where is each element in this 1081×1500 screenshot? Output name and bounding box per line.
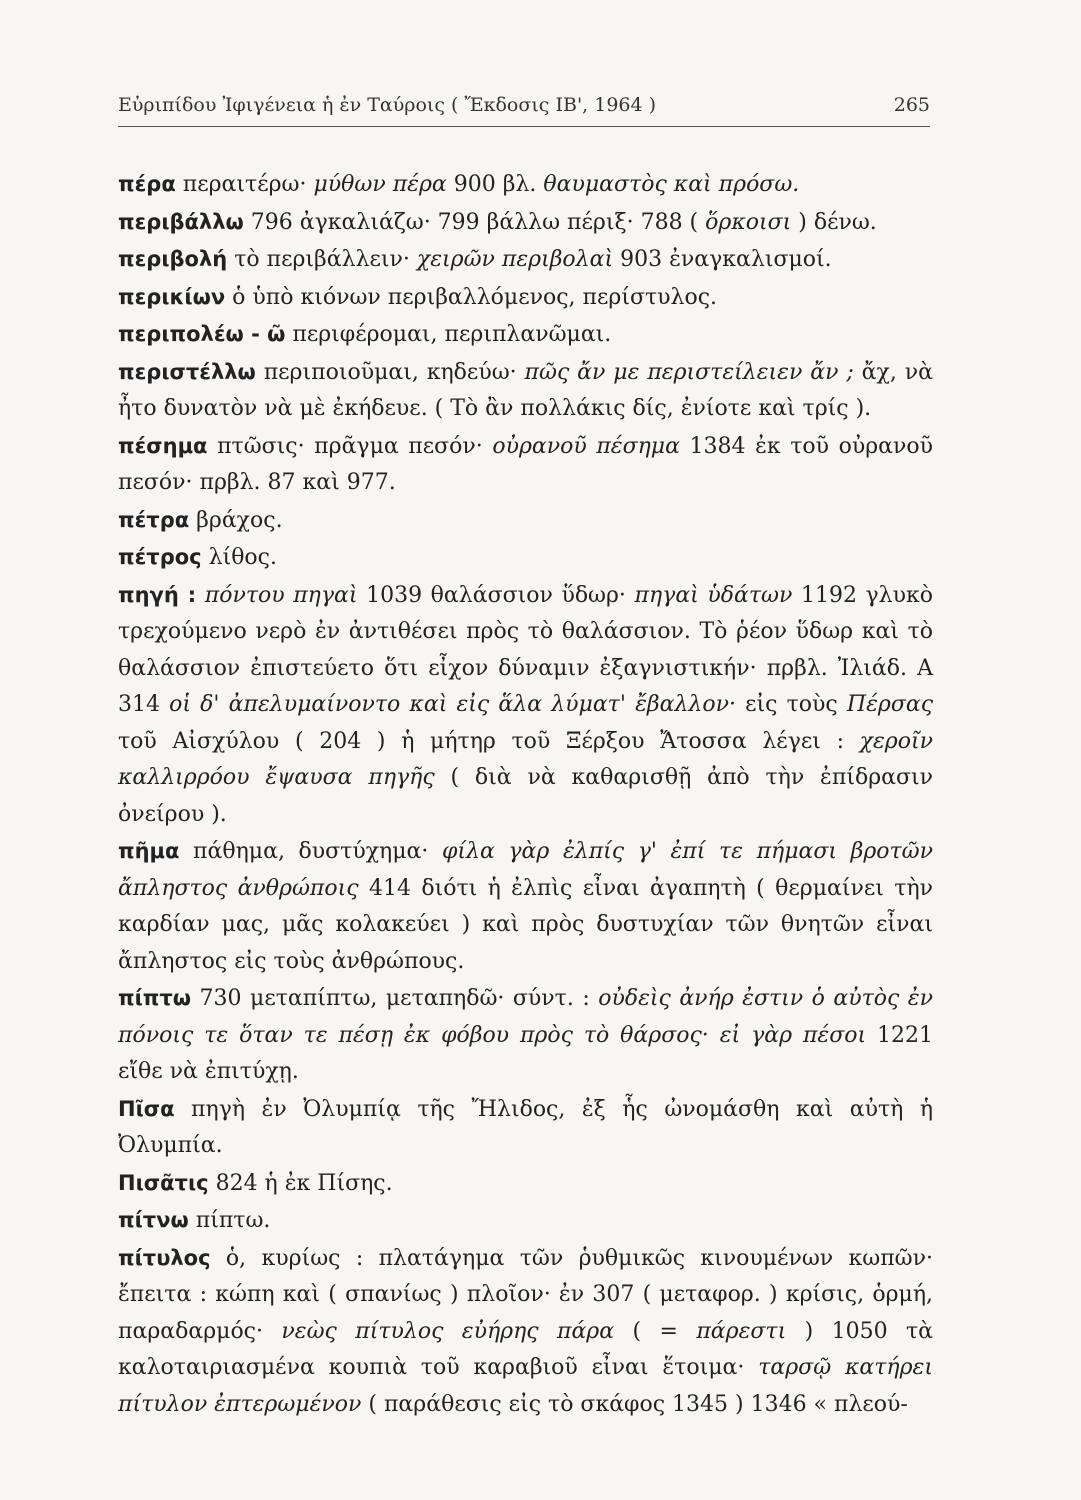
entry-lemma: περιβάλλω	[118, 209, 244, 234]
entry-lemma: πέσημα	[118, 433, 208, 458]
entry-quotation: νεὼς πίτυλος εὐήρης πάρα	[281, 1318, 615, 1344]
entry-quotation: χειρῶν περιβολαὶ	[416, 247, 614, 272]
entry-quotation: μύθων πέρα	[313, 172, 447, 197]
entry-lemma: πέρα	[118, 172, 176, 196]
entry-text: ) δένω.	[791, 209, 877, 235]
entry-text: 1384 ἐκ τοῦ οὐρανοῦ πεσόν· πρβλ. 87 καὶ 977.	[118, 433, 933, 495]
glossary-entry	[118, 204, 933, 242]
entry-quotation: εἰ γὰρ πέσοι	[719, 1022, 867, 1048]
entry-text: ὁ ὑπὸ κιόνων περιβαλλόμενος, περίστυλος.	[225, 284, 718, 310]
entry-lemma: πέτρος	[118, 545, 202, 569]
entry-quotation: πάρεστι	[696, 1318, 787, 1344]
entry-lemma: Πισᾶτις	[118, 1170, 209, 1195]
entry-text: λίθος.	[201, 545, 277, 570]
entry-text: ( παράθεσις εἰς τὸ σκάφος 1345 ) 1346 « πλεού-	[361, 1391, 908, 1417]
entry-quotation: πῶς ἄν με περιστείλειεν ἄν ;	[524, 359, 854, 385]
entry-lemma: περιστέλλω	[118, 359, 256, 384]
entry-quotation: οὐρανοῦ πέσημα	[492, 433, 680, 459]
glossary-entry	[118, 1240, 933, 1424]
glossary-entry	[118, 502, 933, 540]
entry-text: περιποιοῦμαι, κηδεύω·	[255, 359, 525, 385]
glossary-entry	[118, 166, 933, 204]
glossary-entry	[118, 1091, 933, 1165]
entry-quotation: πηγαὶ ὑδάτων	[634, 582, 793, 608]
entry-text: πηγὴ ἐν Ὀλυμπίᾳ τῆς Ἤλιδος, ἐξ ἧς ὠνομάσθη καὶ αὐτὴ ἡ Ὀλυμπία.	[118, 1096, 933, 1158]
entry-text: 1221 εἴθε νὰ ἐπιτύχῃ.	[118, 1022, 933, 1084]
entry-text: τὸ περιβάλλειν·	[227, 247, 417, 272]
entry-text: 730 μεταπίπτω, μεταπηδῶ· σύντ. :	[191, 986, 599, 1011]
entry-lemma: πίπτω	[118, 986, 192, 1010]
entry-lemma: περιπολέω - ῶ	[118, 322, 286, 346]
page-number: 265	[893, 94, 930, 116]
entry-quotation: χεροῖν καλλιρρόου ἔψαυσα πηγῆς	[118, 728, 933, 790]
entry-quotation: ὅρκοισι	[705, 209, 792, 235]
entry-lemma: πίτυλος	[118, 1245, 211, 1270]
entry-text: ὁ, κυρίως : πλατάγημα τῶν ῥυθμικῶς κινουμένων κωπῶν· ἔπειτα : κώπη καὶ ( σπανίως ) πλοῖον· ἐν 307 ( μεταφορ. ) κρίσις, ὁρμή, παραδαρμός·	[118, 1245, 933, 1344]
entry-quotation: φίλα γὰρ ἐλπίς γ' ἐπί τε πήμασι βροτῶν ἄπληστος ἀνθρώποις	[118, 839, 933, 901]
entry-lemma: πέτρα	[118, 507, 190, 532]
glossary-entry	[118, 354, 933, 428]
entry-text: 903 ἐναγκαλισμοί.	[613, 247, 832, 272]
glossary-entry	[118, 316, 933, 354]
entry-lemma: πῆμα	[118, 839, 180, 863]
entry-text: πτῶσις· πρᾶγμα πεσόν·	[207, 433, 493, 459]
glossary-entry	[118, 1165, 933, 1203]
entry-text: εἰς τοὺς	[735, 692, 847, 717]
entry-lemma: περιβολή	[118, 247, 228, 271]
glossary-entry	[118, 428, 933, 502]
entry-quotation: οὐδεὶς ἀνήρ ἐστιν ὁ αὐτὸς ἐν πόνοις τε ὅταν τε πέσῃ ἐκ φόβου πρὸς τὸ θάρσος·	[118, 986, 933, 1048]
entry-text: 1192 γλυκὸ τρεχούμενο νερὸ ἐν ἀντιθέσει πρὸς τὸ θαλάσσιον. Τὸ ῥέον ὕδωρ καὶ τὸ θαλάσσιον ἐπιστεύετο ὅτι εἶχον δύναμιν ἐξαγνιστικήν· πρβλ. Ἰλιάδ. Α 314	[118, 582, 933, 717]
entry-text: 796 ἀγκαλιάζω· 799 βάλλω πέριξ· 788 (	[243, 209, 706, 235]
entry-text	[196, 583, 205, 608]
entry-quotation: θαυμαστὸς καὶ πρόσω.	[543, 172, 800, 197]
entry-quotation: πόντου πηγαὶ	[204, 582, 358, 608]
entry-text: περιφέρομαι, περιπλανῶμαι.	[285, 322, 612, 347]
glossary-entry	[118, 577, 933, 834]
entry-text: περαιτέρω·	[175, 172, 314, 197]
entry-lemma: Πῖσα	[118, 1096, 175, 1121]
entry-text: τοῦ Αἰσχύλου ( 204 ) ἡ μήτηρ τοῦ Ξέρξου Ἄτοσσα λέγει :	[118, 728, 860, 754]
glossary-entry	[118, 833, 933, 980]
entry-text: πάθημα, δυστύχημα·	[179, 839, 442, 864]
running-header	[118, 86, 930, 127]
entry-text: 824 ἡ ἐκ Πίσης.	[208, 1170, 393, 1196]
entry-lemma: πηγή :	[118, 582, 197, 607]
entry-text: 900 βλ.	[446, 172, 544, 197]
entry-text: ( διὰ νὰ καθαρισθῇ ἀπὸ τὴν ἐπίδρασιν ὀνείρου ).	[118, 765, 933, 827]
entry-lemma: περικίων	[118, 284, 226, 309]
entry-text: ) 1050 τὰ καλοταιριασμένα κουπιὰ τοῦ καραβιοῦ εἶναι ἕτοιμα·	[118, 1318, 934, 1380]
entry-lemma: πίτνω	[118, 1208, 189, 1232]
glossary-entry	[118, 279, 933, 317]
entry-quotation: οἱ δ' ἀπελυμαίνοντο καὶ εἰς ἅλα λύματ' ἔβαλλον·	[169, 692, 736, 717]
entry-text: 414 διότι ἡ ἐλπὶς εἶναι ἀγαπητὴ ( θερμαίνει τὴν καρδίαν μας, μᾶς κολακεύει ) καὶ πρὸς δυστυχίαν τῶν θνητῶν εἶναι ἄπληστος εἰς τοὺς ἀνθρώπους.	[118, 875, 933, 974]
glossary-body	[118, 166, 933, 1423]
entry-text: βράχος.	[189, 507, 283, 533]
glossary-entry	[118, 1202, 933, 1240]
entry-text	[709, 1023, 720, 1048]
entry-quotation: Πέρσας	[846, 692, 934, 717]
entry-quotation: ταρσῷ κατήρει πίτυλον ἐπτερωμένον	[118, 1355, 933, 1417]
entry-text: πίπτω.	[188, 1208, 271, 1233]
glossary-entry	[118, 980, 933, 1091]
entry-text: 1039 θαλάσσιον ὕδωρ·	[357, 582, 635, 608]
running-title: Εὐριπίδου Ἰφιγένεια ἡ ἐν Ταύροις ( Ἔκδοσις ΙΒ', 1964 )	[118, 94, 657, 116]
entry-text: ( =	[614, 1318, 697, 1344]
glossary-entry	[118, 539, 933, 577]
glossary-entry	[118, 241, 933, 279]
entry-text: ἄχ, νὰ ἦτο δυνατὸν νὰ μὲ ἐκήδευε. ( Τὸ ἂν πολλάκις δίς, ἐνίοτε καὶ τρίς ).	[118, 359, 934, 421]
